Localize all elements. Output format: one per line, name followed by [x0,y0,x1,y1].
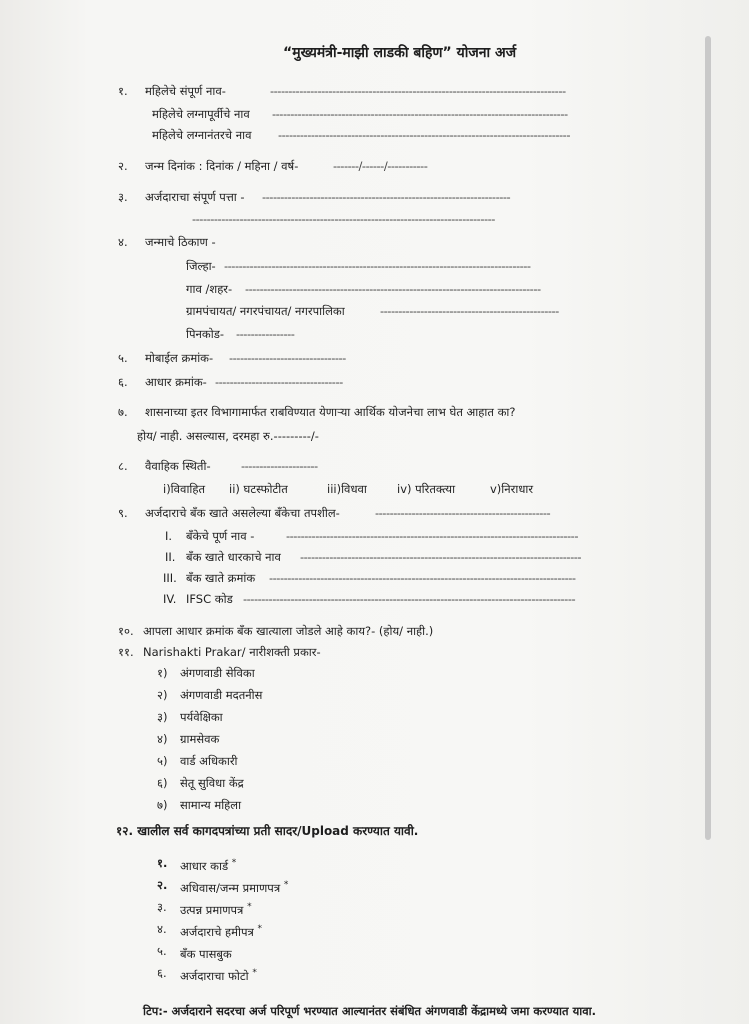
q8-option-destitute: v)निराधार [490,482,534,496]
required-star: * [252,968,257,978]
q1-maiden-name-blank: --------------------------------------------------------------------------------- [272,107,568,121]
q8-label: वैवाहिक स्थिती- [145,459,211,473]
required-star: * [283,880,289,890]
q4-village-label: गाव /शहर- [186,282,233,296]
q11-item-6-number: ६) [157,776,168,790]
q12-item-5-label: बँक पासबुक [180,946,232,961]
q9-item-2-blank: ----------------------------------------------------------------------------- [300,550,582,564]
q12-item-1-label: आधार कार्ड [180,858,229,873]
q11-item-3-number: ३) [157,710,168,724]
q6-number: ६. [118,375,128,389]
q9-item-4-blank: ------------------------------------------------------------------------------------------- [243,592,576,606]
q9-item-2-number: II. [165,550,176,564]
q8-option-divorced: ii) घटस्फोटीत [229,482,288,496]
q3-blank-1: -------------------------------------------------------------------- [262,190,511,204]
q11-item-7-number: ७) [157,798,168,812]
q11-item-6-label: सेतू सुविधा केंद्र [180,776,244,790]
q1-married-name-label: महिलेचे लग्नानंतरचे नाव [152,128,252,142]
q12-item-2 [180,878,288,895]
q5-blank: -------------------------------- [229,351,346,365]
q4-district-blank: ------------------------------------------------------------------------------------ [224,259,531,273]
q12-heading: १२. खालील सर्व कागदपत्रांच्या प्रती सादर/Upload करण्यात यावी. [116,824,419,838]
q11-item-5-label: वार्ड अधिकारी [180,754,238,768]
q12-item-3-label: उत्पन्न प्रमाणपत्र [180,902,244,917]
q11-label: Narishakti Prakar/ नारीशक्ती प्रकार- [143,645,321,659]
q11-item-3-label: पर्यवेक्षिका [180,710,223,724]
q11-item-5-number: ५) [157,754,168,768]
q1-blank: --------------------------------------------------------------------------------- [270,84,566,98]
q12-item-2-label: अधिवास/जन्म प्रमाणपत्र [180,880,281,895]
q10-number: १०. [118,624,134,638]
q6-label: आधार क्रमांक- [145,375,207,389]
q1-label: महिलेचे संपूर्ण नाव- [145,84,226,98]
required-star: * [257,924,263,934]
q12-item-2-number: २. [157,878,168,892]
q3-label: अर्जदाराचा संपूर्ण पत्ता - [145,190,245,204]
q1-married-name-blank: -------------------------------------------------------------------------------- [278,128,570,142]
q12-item-6 [180,966,257,983]
q11-number: ११. [118,645,134,659]
q9-item-1-number: I. [165,529,173,543]
q9-item-3-number: III. [163,571,177,585]
q9-item-3-label: बँक खाते क्रमांक [186,571,256,585]
q10-label: आपला आधार क्रमांक बँक खात्याला जोडले आहे काय?- (होय/ नाही.) [143,624,434,638]
q9-item-2-label: बँक खाते धारकाचे नाव [186,550,281,564]
q4-number: ४. [118,235,128,249]
q4-pincode-label: पिनकोड- [186,327,225,341]
q11-item-1-number: १) [157,666,168,680]
q12-item-6-label: अर्जदाराचा फोटो [180,968,249,983]
q11-item-2-label: अंगणवाडी मदतनीस [180,688,263,702]
q3-blank-2: ----------------------------------------------------------------------------------- [192,212,495,226]
q9-item-4-label: IFSC कोड [186,592,233,606]
footer-note: टिप:- अर्जदाराने सदरचा अर्ज परिपूर्ण भरण्यात आल्यानंतर संबंधित अंगणवाडी केंद्रामध्ये जमा करण्यात यावा. [143,1004,596,1018]
q4-gram-blank: ------------------------------------------------- [380,304,559,318]
q7-answer-line: होय/ नाही. असल्यास, दरमहा रु.---------/- [137,429,319,443]
q9-number: ९. [118,506,128,520]
q11-item-1-label: अंगणवाडी सेविका [180,666,255,680]
q3-number: ३. [118,190,128,204]
q9-label: अर्जदाराचे बँक खाते असलेल्या बँकेचा तपशील- [145,506,340,520]
form-title: “मुख्यमंत्री-माझी लाडकी बहिण” योजना अर्ज [283,45,517,61]
q8-number: ८. [118,459,128,473]
q12-item-3 [180,900,252,917]
q2-label: जन्म दिनांक : दिनांक / महिना / वर्ष- [145,159,299,173]
q8-option-widow: iii)विधवा [327,482,367,496]
q2-date-blank: -------/------/----------- [333,159,428,173]
q4-pincode-blank: ---------------- [236,327,295,341]
q8-option-married: i)विवाहित [163,482,206,496]
q4-label: जन्माचे ठिकाण - [145,235,216,249]
q1-maiden-name-label: महिलेचे लग्नापूर्वीचे नाव [152,107,250,121]
q6-blank: ----------------------------------- [215,375,343,389]
q12-item-1 [180,856,236,873]
q9-item-3-blank: ------------------------------------------------------------------------------------ [269,571,576,585]
q12-item-3-number: ३. [157,900,167,914]
q4-district-label: जिल्हा- [186,259,216,273]
scrollbar[interactable] [705,36,711,840]
q5-number: ५. [118,351,128,365]
q5-label: मोबाईल क्रमांक- [145,351,214,365]
q1-number: १. [118,84,128,98]
q12-item-4-label: अर्जदाराचे हमीपत्र [180,924,254,939]
q11-item-7-label: सामान्य महिला [180,798,242,812]
q9-item-1-blank: -------------------------------------------------------------------------------- [286,529,578,543]
q7-label: शासनाच्या इतर विभागामार्फत राबविण्यात येणाऱ्या आर्थिक योजनेचा लाभ घेत आहात का? [145,405,516,419]
q4-gram-label: ग्रामपंचायत/ नगरपंचायत/ नगरपालिका [186,304,345,318]
q8-blank: --------------------- [241,459,318,473]
q12-item-4-number: ४. [157,922,167,936]
q11-item-2-number: २) [157,688,168,702]
q12-item-5-number: ५. [157,944,167,958]
q12-item-5 [180,944,232,961]
q11-item-4-number: ४) [157,732,168,746]
q4-village-blank: --------------------------------------------------------------------------------- [245,282,541,296]
q12-item-1-number: १. [157,856,168,870]
q12-item-4 [180,922,262,939]
q11-item-4-label: ग्रामसेवक [180,732,220,746]
q7-number: ७. [118,405,128,419]
required-star: * [247,902,252,912]
q8-option-abandoned: iv) परितक्त्या [397,482,456,496]
q9-blank: ------------------------------------------------ [375,506,551,520]
q12-item-6-number: ६. [157,966,167,980]
q2-number: २. [118,159,128,173]
q9-item-1-label: बँकेचे पूर्ण नाव - [186,529,255,543]
q9-item-4-number: IV. [163,592,177,606]
required-star: * [231,858,237,868]
